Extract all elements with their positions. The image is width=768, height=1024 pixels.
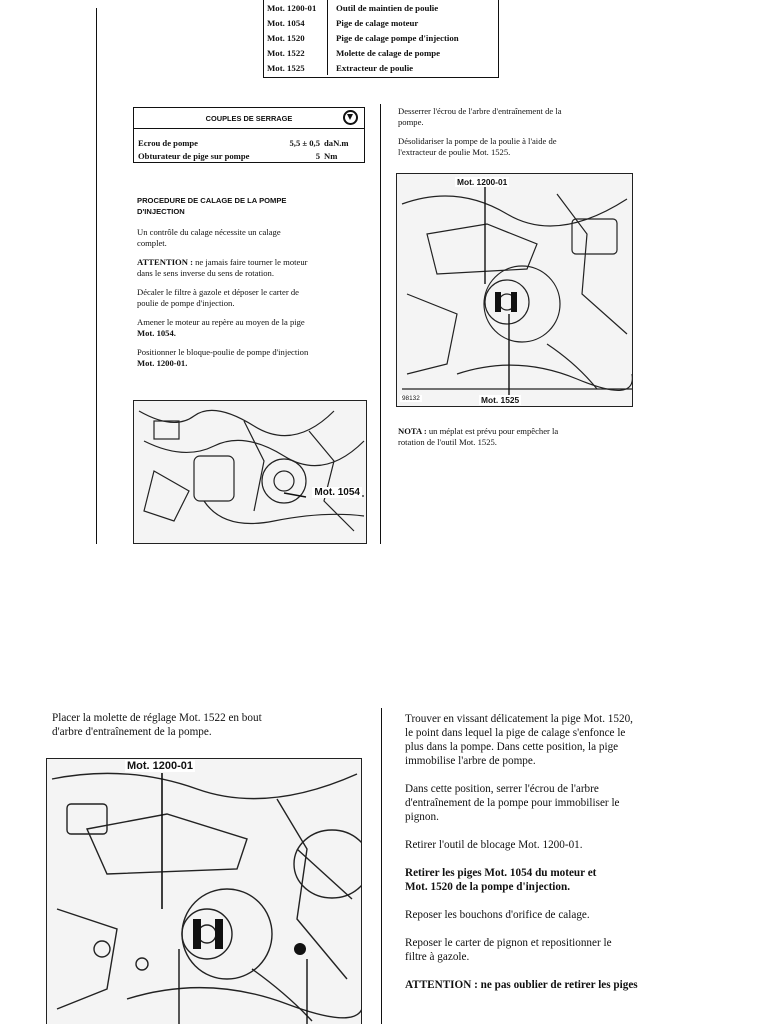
figure-label-bottom: Mot. 1525 (481, 395, 520, 405)
nota-block (398, 426, 638, 447)
torque-unit: daN.m (324, 137, 349, 148)
heading-line: D'INJECTION (137, 206, 185, 216)
torque-row (134, 136, 364, 149)
text-line: pignon. (405, 811, 439, 823)
text-line: complet. (137, 237, 167, 248)
text-line: le point dans lequel la pige de calage s'enfonce le (405, 727, 626, 739)
paragraph (137, 347, 367, 368)
attention-paragraph: ATTENTION : ne pas oublier de retirer les piges (405, 979, 638, 991)
text-line: pompe. (398, 116, 424, 127)
tool-row (264, 0, 498, 15)
torque-title: COUPLES DE SERRAGE (205, 113, 293, 123)
text-line: filtre à gazole. (405, 951, 470, 963)
attention-label: ATTENTION : (137, 257, 193, 267)
figure-label-top: Mot. 1200-01 (457, 177, 508, 187)
tool-row (264, 45, 498, 60)
torque-row (134, 149, 364, 162)
page1-left-column (137, 196, 367, 368)
tool-desc: Outil de maintien de poulie (336, 2, 439, 13)
text-line: Mot. 1054. (137, 327, 176, 338)
paragraph (398, 136, 638, 157)
engine-figure-1054 (133, 400, 367, 544)
paragraph (405, 782, 715, 824)
text-line: Positionner le bloque-poulie de pompe d'injection (137, 347, 309, 357)
tool-table (263, 0, 499, 78)
figure-code: 98132 (402, 395, 420, 402)
tool-desc: Pige de calage pompe d'injection (336, 32, 459, 43)
figure-label: Mot. 1200-01 (127, 760, 194, 772)
tool-desc: Extracteur de poulie (336, 62, 414, 73)
engine-illustration (134, 401, 367, 544)
torque-label: Ecrou de pompe (138, 137, 199, 148)
torque-value: 5,5 ± 0,5 (289, 137, 320, 148)
tool-code: Mot. 1522 (264, 45, 328, 60)
nota-label: NOTA : (398, 426, 427, 436)
paragraph (405, 712, 715, 768)
text-line: un méplat est prévu pour empêcher la (426, 426, 559, 436)
torque-box (133, 107, 365, 163)
torque-label: Obturateur de pige sur pompe (138, 150, 250, 161)
text-line: ne jamais faire tourner le moteur (192, 257, 308, 267)
tool-code: Mot. 1520 (264, 30, 328, 45)
text-line: Trouver en vissant délicatement la pige Mot. 1520, (405, 713, 633, 725)
tool-code: Mot. 1054 (264, 15, 328, 30)
engine-illustration (397, 174, 633, 407)
text-line: rotation de l'outil Mot. 1525. (398, 436, 497, 447)
text-line: Retirer les piges Mot. 1054 du moteur et (405, 867, 597, 879)
tool-code: Mot. 1200-01 (264, 0, 328, 15)
text-line: d'entraînement de la pompe pour immobiliser le (405, 797, 620, 809)
text-line: immobilise l'arbre de pompe. (405, 755, 536, 767)
figure-label: Mot. 1054 (314, 487, 360, 498)
section-heading (137, 196, 367, 217)
paragraph (398, 106, 638, 127)
text-line: Décaler le filtre à gazole et déposer le carter de (137, 287, 299, 297)
text-line: dans le sens inverse du sens de rotation. (137, 267, 274, 278)
torque-unit: Nm (324, 150, 338, 161)
tool-desc: Pige de calage moteur (336, 17, 419, 28)
text-line: Un contrôle du calage nécessite un calage (137, 227, 281, 237)
torque-wrench-icon (343, 110, 358, 125)
text-line: Mot. 1520 de la pompe d'injection. (405, 881, 571, 893)
page1-left-border (96, 8, 97, 544)
paragraph (137, 287, 367, 308)
tool-row (264, 30, 498, 45)
attention-paragraph (137, 257, 367, 278)
text-line: Amener le moteur au repère au moyen de la pige (137, 317, 305, 327)
paragraph (137, 227, 367, 248)
paragraph: Retirer l'outil de blocage Mot. 1200-01. (405, 839, 583, 851)
text-line: Desserrer l'écrou de l'arbre d'entraînement de la (398, 106, 562, 116)
heading-line: PROCEDURE DE CALAGE DE LA POMPE (137, 196, 287, 205)
page1-right-column (398, 106, 638, 157)
page2-left-column (52, 711, 362, 739)
text-line: Mot. 1200-01. (137, 357, 188, 368)
text-line: poulie de pompe d'injection. (137, 297, 235, 308)
torque-header (134, 108, 364, 129)
text-line: Dans cette position, serrer l'écrou de l'arbre (405, 783, 599, 795)
torque-value: 5 (315, 150, 320, 161)
paragraph (52, 711, 362, 739)
paragraph (405, 866, 715, 894)
engine-figure-1522 (46, 758, 362, 1024)
text-line: Désolidariser la pompe de la poulie à l'aide de (398, 136, 557, 146)
text-line: plus dans la pompe. Dans cette position, la pige (405, 741, 619, 753)
engine-figure-1525 (396, 173, 633, 407)
tool-code: Mot. 1525 (264, 60, 328, 75)
text-line: d'arbre d'entraînement de la pompe. (52, 726, 212, 738)
paragraph (137, 317, 367, 338)
text-line: Reposer le carter de pignon et repositionner le (405, 937, 612, 949)
page1-column-divider (380, 104, 381, 544)
engine-illustration (47, 759, 362, 1024)
text-line: l'extracteur de poulie Mot. 1525. (398, 146, 511, 157)
nota-paragraph (398, 426, 638, 447)
tool-row (264, 15, 498, 30)
tool-desc: Molette de calage de pompe (336, 47, 441, 58)
page2-column-divider (381, 708, 382, 1024)
page2-right-column (405, 712, 715, 992)
paragraph: Reposer les bouchons d'orifice de calage. (405, 909, 590, 921)
tool-row (264, 60, 498, 75)
text-line: Placer la molette de réglage Mot. 1522 en bout (52, 712, 262, 724)
paragraph (405, 936, 715, 964)
